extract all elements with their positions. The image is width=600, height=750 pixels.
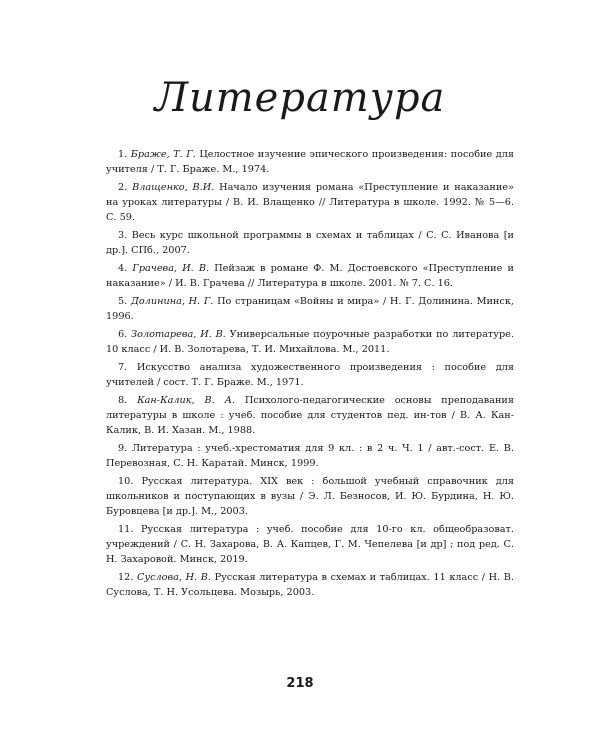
reference-author: Грачева, И. В. [132, 263, 210, 274]
reference-author: Золотарева, И. В. [131, 329, 226, 340]
reference-text: Русская литература. XIX век : большой учебный справочник для школьников и поступающих в вузы / Э. Л. Безносов, И. Ю. Бурдина, Н. Ю. Буровцева [и др.]. М., 2003. [106, 476, 514, 517]
reference-author: Кан-Калик, В. А. [137, 395, 235, 406]
reference-number: 11. [118, 524, 134, 535]
reference-item [106, 474, 514, 519]
reference-item [106, 147, 514, 177]
reference-item [106, 294, 514, 324]
reference-list [106, 147, 514, 603]
reference-text: Весь курс школьной программы в схемах и таблицах / С. С. Иванова [и др.]. СПб., 2007. [106, 230, 514, 256]
reference-item [106, 522, 514, 567]
reference-number: 12. [118, 572, 134, 583]
reference-item [106, 393, 514, 438]
reference-text: Русская литература : учеб. пособие для 10-го кл. общеобразоват. учреждений / С. Н. Захарова, В. А. Капцев, Г. М. Чепелева [и др] ; под ред. С. Н. Захаровой. Минск, 2019. [106, 524, 514, 565]
reference-number: 10. [118, 476, 134, 487]
reference-number: 8. [118, 395, 128, 406]
reference-number: 2. [118, 182, 128, 193]
reference-number: 6. [118, 329, 128, 340]
reference-number: 3. [118, 230, 128, 241]
page-number: 218 [286, 676, 314, 691]
reference-text: Начало изучения романа «Преступление и наказание» на уроках литературы / В. И. Влащенко // Литература в школе. 1992. № 5—6. С. 59. [106, 182, 514, 223]
reference-author: Долинина, Н. Г. [130, 296, 214, 307]
reference-text: Русская литература в схемах и таблицах. 11 класс / Н. В. Суслова, Т. Н. Усольцева. Мозырь, 2003. [106, 572, 514, 598]
reference-text: Пейзаж в романе Ф. М. Достоевского «Преступление и наказание» / И. В. Грачева // Литература в школе. 2001. № 7. С. 16. [106, 263, 514, 289]
reference-item [106, 261, 514, 291]
reference-number: 1. [118, 149, 128, 160]
reference-author: Суслова, Н. В. [137, 572, 211, 583]
reference-item [106, 180, 514, 225]
reference-text: Целостное изучение эпического произведения: пособие для учителя / Т. Г. Браже. М., 1974. [106, 149, 514, 175]
reference-item [106, 441, 514, 471]
page-title: Литература [154, 75, 446, 121]
reference-number: 4. [118, 263, 128, 274]
reference-author: Браже, Т. Г. [130, 149, 196, 160]
reference-number: 5. [118, 296, 128, 307]
reference-text: Литература : учеб.-хрестоматия для 9 кл. : в 2 ч. Ч. 1 / авт.-сост. Е. В. Перевозная, С. Н. Каратай. Минск, 1999. [106, 443, 514, 469]
reference-item [106, 570, 514, 600]
reference-item [106, 228, 514, 258]
reference-item [106, 327, 514, 357]
reference-number: 7. [118, 362, 128, 373]
reference-text: Искусство анализа художественного произведения : пособие для учителей / сост. Т. Г. Браже. М., 1971. [106, 362, 514, 388]
reference-text: Психолого-педагогические основы преподавания литературы в школе : учеб. пособие для студентов пед. ин-тов / В. А. Кан-Калик, В. И. Хазан. М., 1988. [106, 395, 514, 436]
reference-number: 9. [118, 443, 128, 454]
reference-item [106, 360, 514, 390]
reference-author: Влащенко, В.И. [132, 182, 215, 193]
reference-text: Универсальные поурочные разработки по литературе. 10 класс / И. В. Золотарева, Т. И. Михайлова. М., 2011. [106, 329, 514, 355]
reference-text: По страницам «Войны и мира» / Н. Г. Долинина. Минск, 1996. [106, 296, 514, 322]
